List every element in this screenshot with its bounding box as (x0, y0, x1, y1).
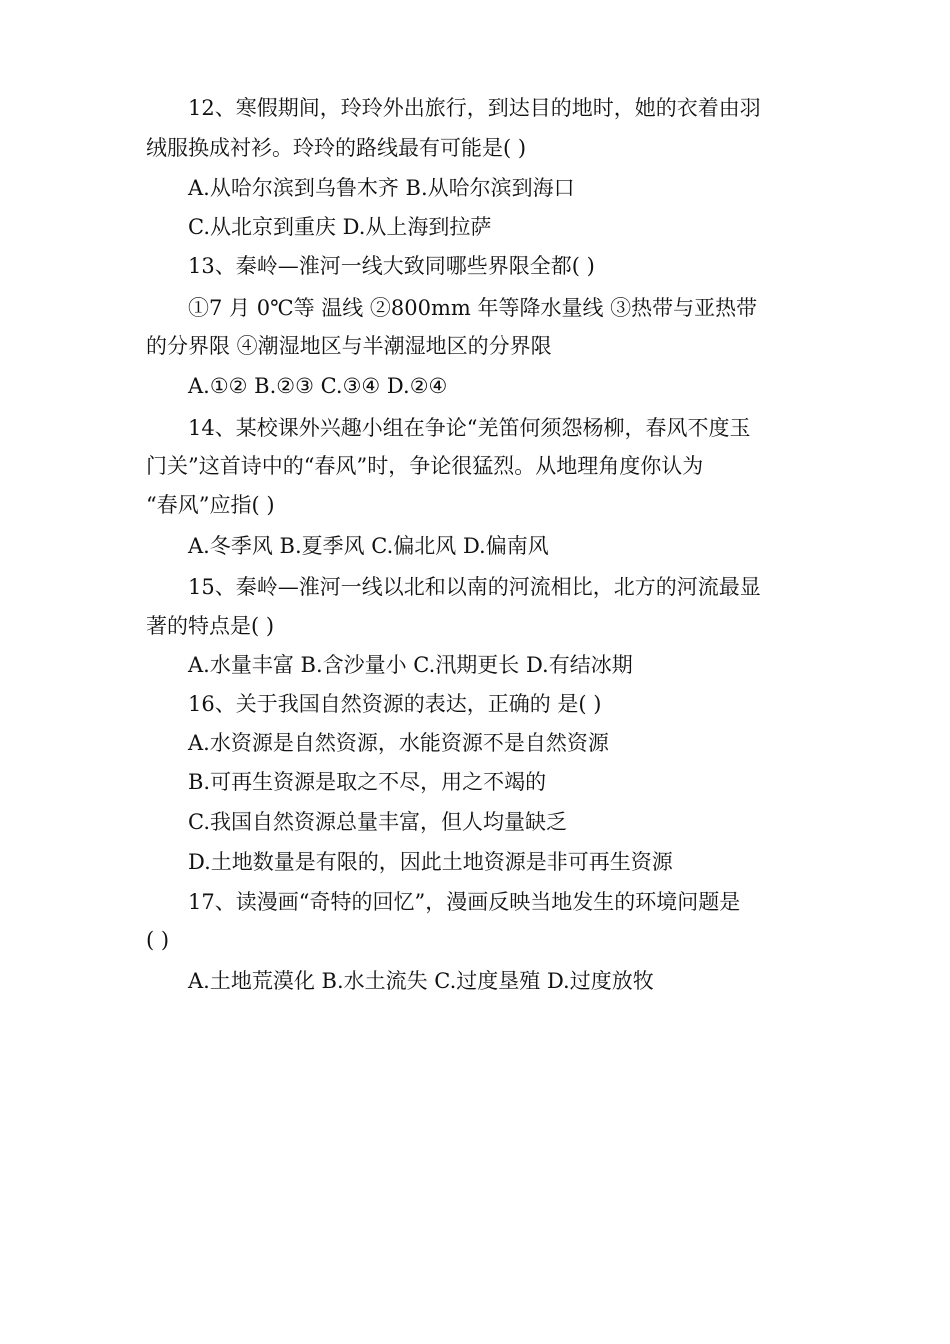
q15-stem-line-1: 15、秦岭—淮河一线以北和以南的河流相比，北方的河流最显 (188, 575, 761, 599)
q12-stem-line-2: 绒服换成衬衫。玲玲的路线最有可能是( ) (146, 136, 527, 160)
q12-options-ab: A.从哈尔滨到乌鲁木齐 B.从哈尔滨到海口 (188, 176, 575, 200)
q15-stem-line-2: 著的特点是( ) (146, 614, 275, 638)
q14-stem-line-3: “春风”应指( ) (146, 493, 275, 517)
q16-option-b: B.可再生资源是取之不尽，用之不竭的 (188, 770, 547, 794)
q14-stem-line-2: 门关”这首诗中的“春风”时，争论很猛烈。从地理角度你认为 (146, 454, 704, 478)
q12-stem-line-1: 12、寒假期间，玲玲外出旅行，到达目的地时，她的衣着由羽 (188, 96, 761, 120)
q13-stem: 13、秦岭—淮河一线大致同哪些界限全都( ) (188, 254, 595, 278)
q16-option-a: A.水资源是自然资源，水能资源不是自然资源 (188, 731, 609, 755)
q13-items-line-2: 的分界限 ④潮湿地区与半潮湿地区的分界限 (146, 334, 552, 358)
q14-stem-line-1: 14、某校课外兴趣小组在争论“羌笛何须怨杨柳，春风不度玉 (188, 416, 751, 440)
q17-options: A.土地荒漠化 B.水土流失 C.过度垦殖 D.过度放牧 (188, 969, 654, 993)
q13-options: A.①② B.②③ C.③④ D.②④ (188, 374, 448, 398)
q14-options: A.冬季风 B.夏季风 C.偏北风 D.偏南风 (188, 534, 549, 558)
q16-stem: 16、关于我国自然资源的表达，正确的 是( ) (188, 692, 602, 716)
q16-option-d: D.土地数量是有限的，因此土地资源是非可再生资源 (188, 850, 673, 874)
q13-items-line-1: ①7 月 0℃等 温线 ②800mm 年等降水量线 ③热带与亚热带 (188, 296, 758, 320)
q15-options: A.水量丰富 B.含沙量小 C.汛期更长 D.有结冰期 (188, 653, 633, 677)
q16-option-c: C.我国自然资源总量丰富，但人均量缺乏 (188, 810, 567, 834)
q17-stem-line-2: ( ) (146, 928, 170, 952)
q12-options-cd: C.从北京到重庆 D.从上海到拉萨 (188, 215, 492, 239)
q17-stem-line-1: 17、读漫画“奇特的回忆”，漫画反映当地发生的环境问题是 (188, 890, 741, 914)
